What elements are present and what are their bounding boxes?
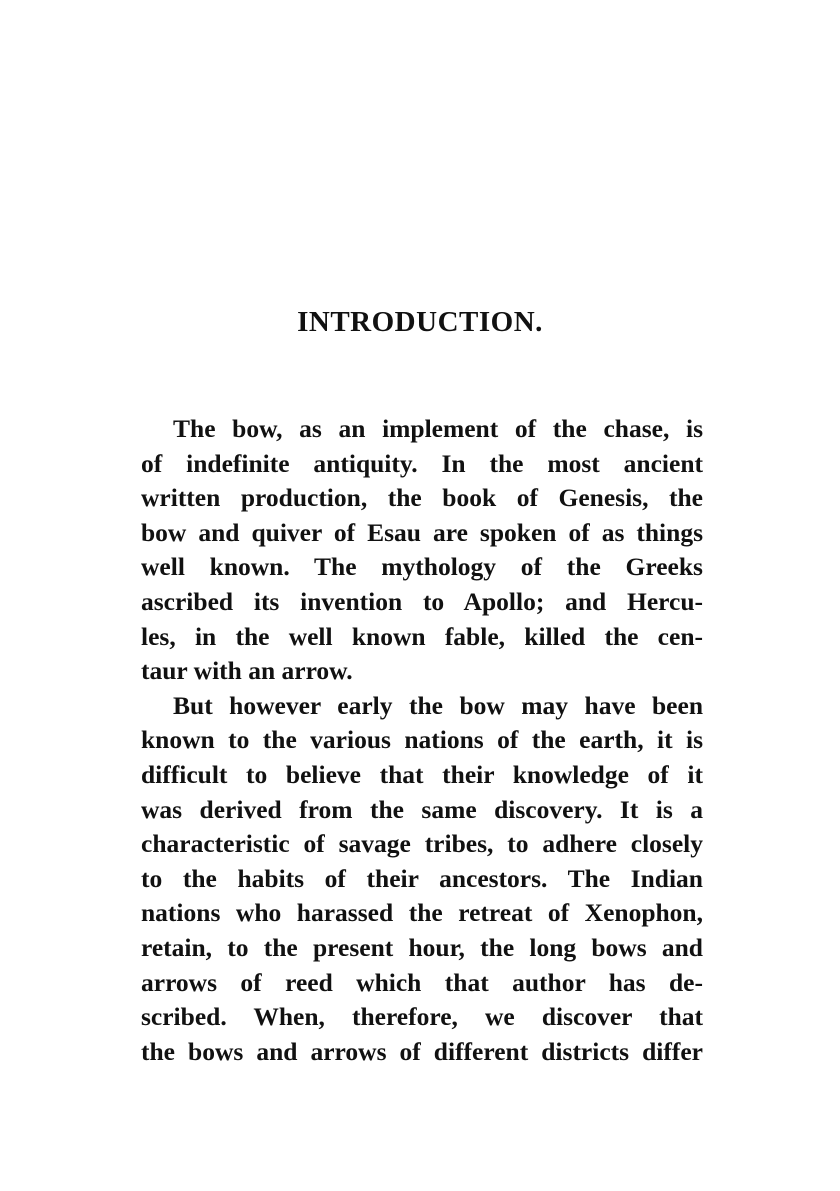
text-line: difficult to believe that their knowledge of it [141, 759, 703, 789]
text-line: to the habits of their ancestors. The Indian [141, 863, 703, 893]
text-line: The bow, as an implement of the chase, is [173, 414, 703, 443]
chapter-heading: INTRODUCTION. [297, 306, 543, 338]
text-line: known to the various nations of the earth, it is [141, 725, 703, 755]
text-line: nations who harassed the retreat of Xenophon, [141, 898, 703, 928]
text-line: the bows and arrows of different districts differ [141, 1036, 703, 1066]
text-line: ascribed its invention to Apollo; and Hercu- [141, 586, 703, 616]
text-line: arrows of reed which that author has de- [141, 967, 703, 997]
body-text [141, 412, 703, 1069]
text-line: well known. The mythology of the Greeks [141, 552, 703, 582]
text-line: les, in the well known fable, killed the cen- [141, 621, 703, 651]
text-line: was derived from the same discovery. It is a [141, 794, 703, 824]
text-line: of indefinite antiquity. In the most ancient [141, 448, 703, 478]
text-line: characteristic of savage tribes, to adhere closely [141, 829, 703, 859]
text-line: scribed. When, therefore, we discover that [141, 1002, 703, 1032]
text-line: But however early the bow may have been [173, 690, 703, 720]
text-line: retain, to the present hour, the long bows and [141, 932, 703, 962]
text-line: bow and quiver of Esau are spoken of as things [141, 517, 703, 547]
text-line: taur with an arrow. [141, 656, 353, 686]
text-line: written production, the book of Genesis, the [141, 483, 703, 513]
